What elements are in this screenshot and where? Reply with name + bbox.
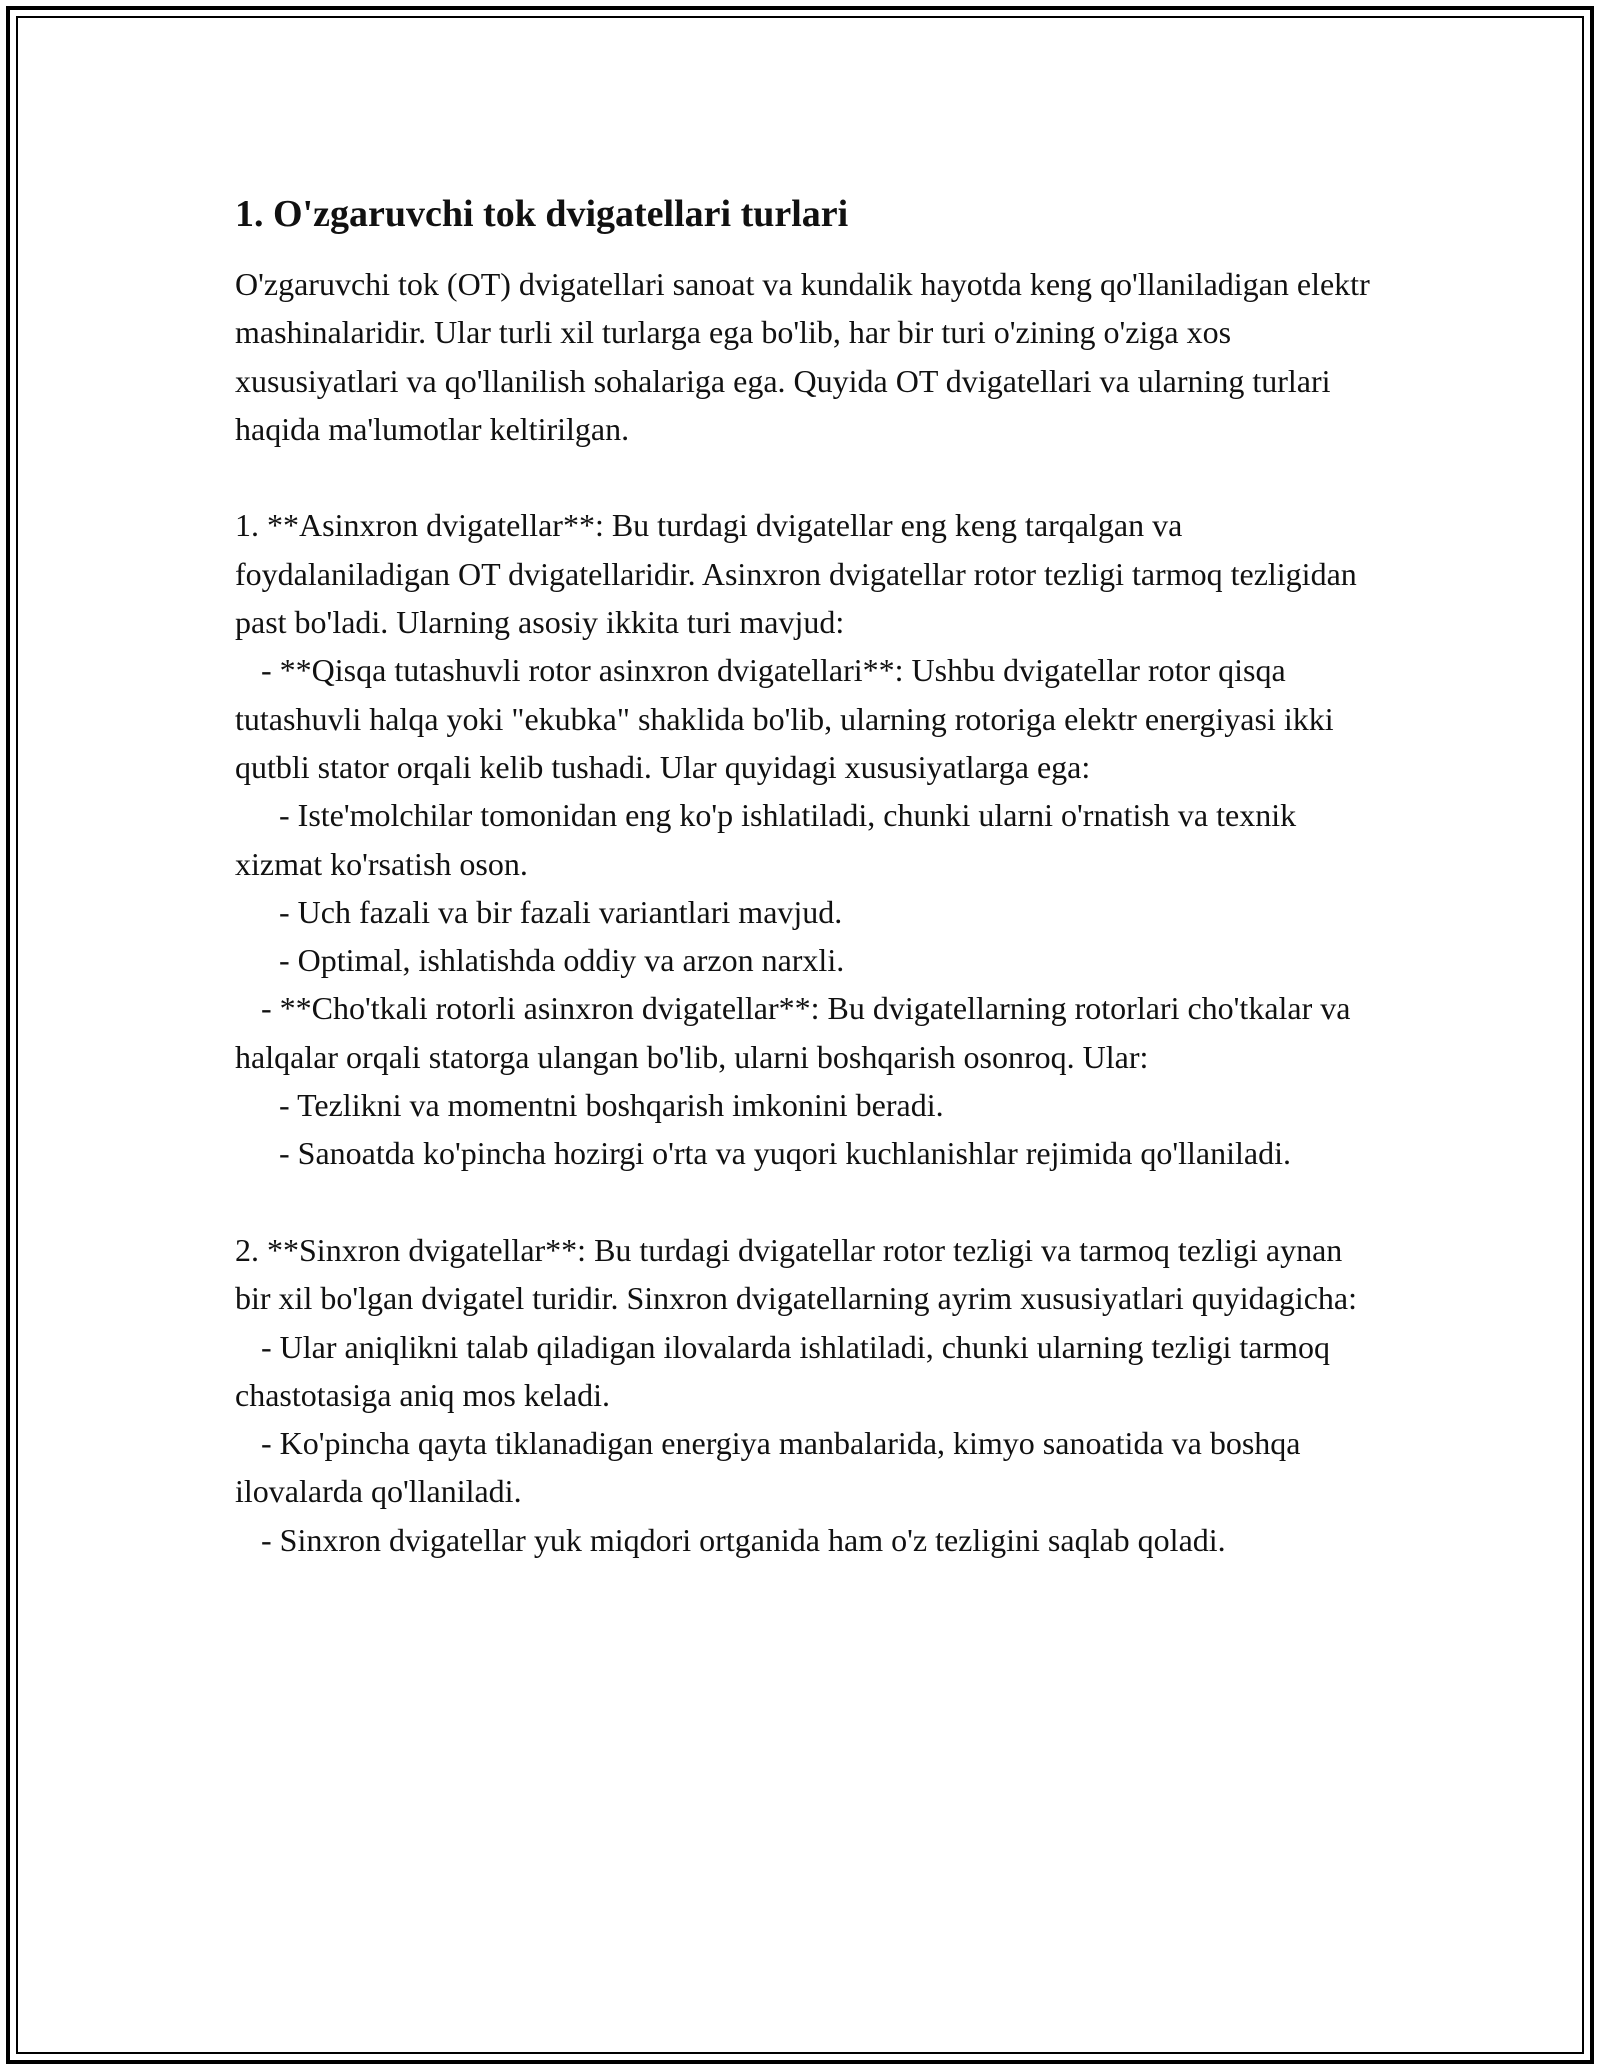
list-item: - Iste'molchilar tomonidan eng ko'p ishlatiladi, chunki ularni o'rnatish va texnik xizmat ko'rsatish oson. [235,797,1305,882]
document-body [235,190,1378,1564]
section2-intro: 2. **Sinxron dvigatellar**: Bu turdagi dvigatellar rotor tezligi va tarmoq tezligi aynan bir xil bo'lgan dvigatel turidir. Sinxron dvigatellarning ayrim xususiyatlari quyidagicha: [235,1231,1357,1317]
list-item: - Ular aniqlikni talab qiladigan ilovalarda ishlatiladi, chunki ularning tezligi tarmoq chastotasiga aniq mos keladi. [235,1328,1339,1413]
paragraph-spacer [235,453,1375,501]
paragraph-spacer [235,1178,1375,1226]
list-item: - Sanoatda ko'pincha hozirgi o'rta va yuqori kuchlanishlar rejimida qo'llaniladi. [279,1135,1291,1172]
list-item: - Tezlikni va momentni boshqarish imkonini beradi. [279,1087,944,1124]
page-title: 1. O'zgaruvchi tok dvigatellari turlari [235,193,849,235]
section1-subtype-brushed: - **Cho'tkali rotorli asinxron dvigatellar**: Bu dvigatellarning rotorlari cho'tkalar va halqalar orqali statorga ulangan bo'lib, ularni boshqarish osonroq. Ular: [235,990,1359,1075]
section1-intro: 1. **Asinxron dvigatellar**: Bu turdagi dvigatellar eng keng tarqalgan va foydalaniladigan OT dvigatellaridir. Asinxron dvigatellar rotor tezligi tarmoq tezligidan past bo'ladi. Ularning asosiy ikkita turi mavjud: [235,507,1365,641]
intro-paragraph: O'zgaruvchi tok (OT) dvigatellari sanoat va kundalik hayotda keng qo'llaniladigan elektr mashinalaridir. Ular turli xil turlarga ega bo'lib, har bir turi o'zining o'ziga xos xususiyatlari va qo'llanilish sohalariga ega. Quyida OT dvigatellari va ularning turlari haqida ma'lumotlar keltirilgan. [235,266,1378,447]
list-item: - Optimal, ishlatishda oddiy va arzon narxli. [279,942,845,979]
section1-subtype-short-circuit: - **Qisqa tutashuvli rotor asinxron dvigatellari**: Ushbu dvigatellar rotor qisqa tutashuvli halqa yoki "ekubka" shaklida bo'lib, ularning rotoriga elektr energiyasi ikki qutbli stator orqali kelib tushadi. Ular quyidagi xususiyatlarga ega: [235,652,1342,785]
list-item: - Ko'pincha qayta tiklanadigan energiya manbalarida, kimyo sanoatida va boshqa ilovalarda qo'llaniladi. [235,1425,1309,1510]
list-item: - Sinxron dvigatellar yuk miqdori ortganida ham o'z tezligini saqlab qoladi. [261,1521,1226,1558]
list-item: - Uch fazali va bir fazali variantlari mavjud. [279,893,843,930]
